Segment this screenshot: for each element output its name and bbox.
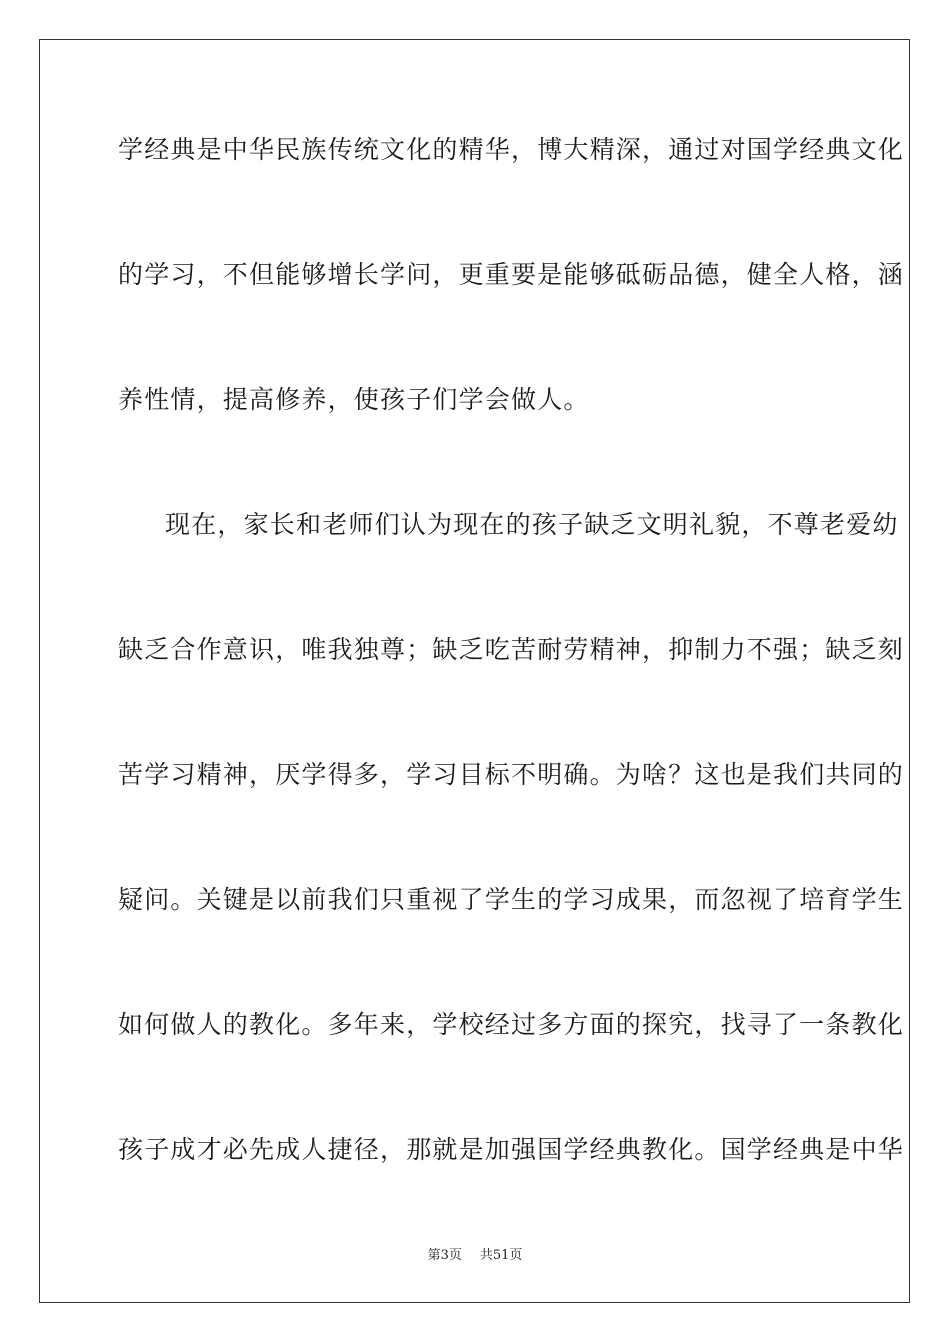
- text-line: 苦学习精神，厌学得多，学习目标不明确。为啥？这也是我们共同的: [118, 760, 905, 789]
- text-line: 养性情，提高修养，使孩子们学会做人。: [118, 385, 590, 414]
- page-total: 共51页: [479, 1248, 523, 1263]
- text-line: 孩子成才必先成人捷径，那就是加强国学经典教化。国学经典是中华: [118, 1135, 905, 1164]
- page-number: 第3页: [427, 1248, 462, 1263]
- paragraph-first-line: 现在，家长和老师们认为现在的孩子缺乏文明礼貌，不尊老爱幼: [165, 510, 899, 539]
- text-line: 学经典是中华民族传统文化的精华，博大精深，通过对国学经典文化: [118, 135, 905, 164]
- text-line: 的学习，不但能够增长学问，更重要是能够砥砺品德，健全人格，涵: [118, 260, 905, 289]
- text-line: 如何做人的教化。多年来，学校经过多方面的探究，找寻了一条教化: [118, 1010, 905, 1039]
- page-border: [39, 39, 910, 1303]
- text-line: 缺乏合作意识，唯我独尊；缺乏吃苦耐劳精神，抑制力不强；缺乏刻: [118, 635, 905, 664]
- page-footer: [0, 1247, 950, 1265]
- text-line: 疑问。关键是以前我们只重视了学生的学习成果，而忽视了培育学生: [118, 885, 905, 914]
